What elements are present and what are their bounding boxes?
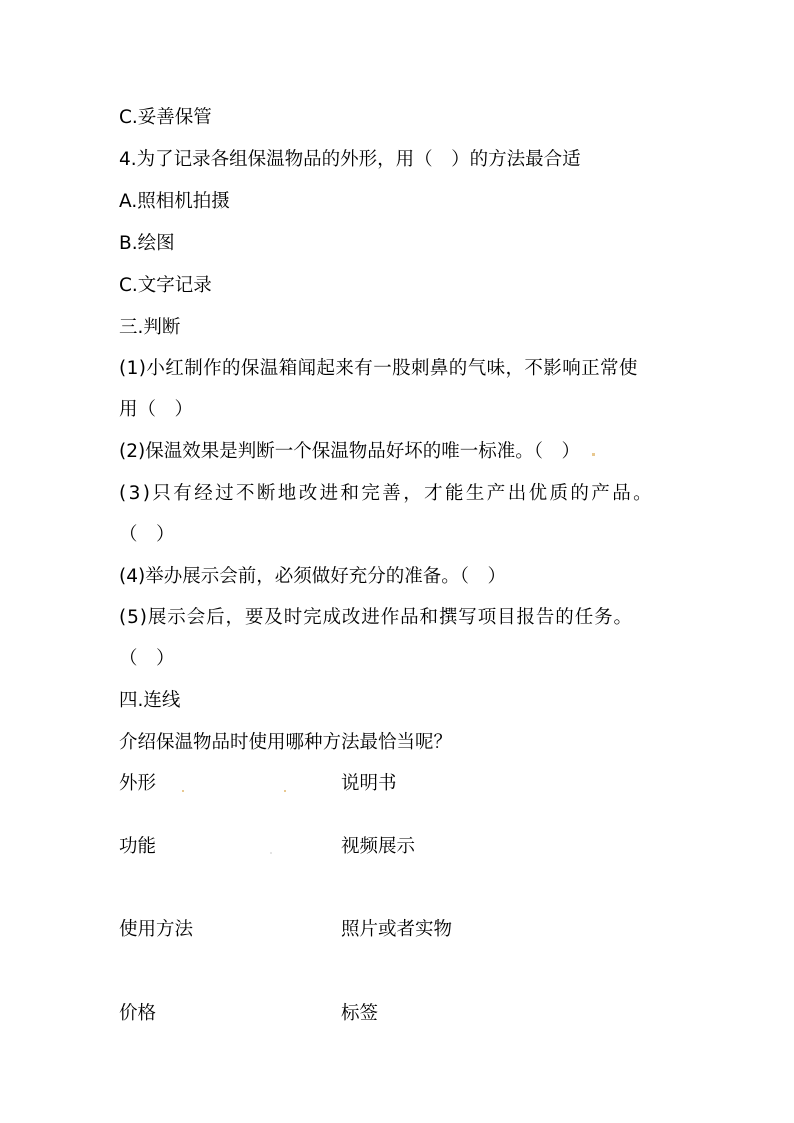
option-b-drawing: B.绘图	[119, 233, 175, 254]
speck-mark	[592, 453, 595, 456]
match-left-usage: 使用方法	[119, 919, 194, 940]
match-right-label: 标签	[341, 1003, 379, 1024]
judge-item-5-cont: （ ）	[119, 648, 175, 669]
section-4-heading: 四.连线	[119, 690, 181, 711]
match-right-photo-or-object: 照片或者实物	[341, 919, 453, 940]
judge-item-5: (5)展示会后，要及时完成改进作品和撰写项目报告的任务。	[119, 607, 633, 628]
matching-prompt: 介绍保温物品时使用哪种方法最恰当呢？	[119, 732, 453, 753]
match-right-manual: 说明书	[341, 773, 397, 794]
judge-item-4: (4)举办展示会前，必须做好充分的准备。（ ）	[119, 566, 506, 587]
speck-mark	[270, 852, 272, 854]
match-left-function: 功能	[119, 836, 157, 857]
judge-item-1-cont: 用（ ）	[119, 399, 194, 420]
judge-item-1: (1)小红制作的保温箱闻起来有一股刺鼻的气味，不影响正常使	[119, 358, 638, 379]
judge-item-2: (2)保温效果是判断一个保温物品好坏的唯一标准。（ ）	[119, 441, 580, 462]
question-4: 4.为了记录各组保温物品的外形，用（ ）的方法最合适	[119, 149, 581, 170]
match-right-video: 视频展示	[341, 836, 416, 857]
option-c-text-record: C.文字记录	[119, 275, 212, 296]
match-left-appearance: 外形	[119, 773, 157, 794]
speck-mark	[284, 790, 286, 792]
option-c-proper-storage: C.妥善保管	[119, 107, 212, 128]
judge-item-3: (3)只有经过不断地改进和完善，才能生产出优质的产品。	[119, 483, 655, 504]
speck-mark	[182, 790, 184, 792]
section-3-heading: 三.判断	[119, 317, 181, 338]
option-a-camera: A.照相机拍摄	[119, 191, 230, 212]
judge-item-3-cont: （ ）	[119, 524, 175, 545]
match-left-price: 价格	[119, 1003, 157, 1024]
